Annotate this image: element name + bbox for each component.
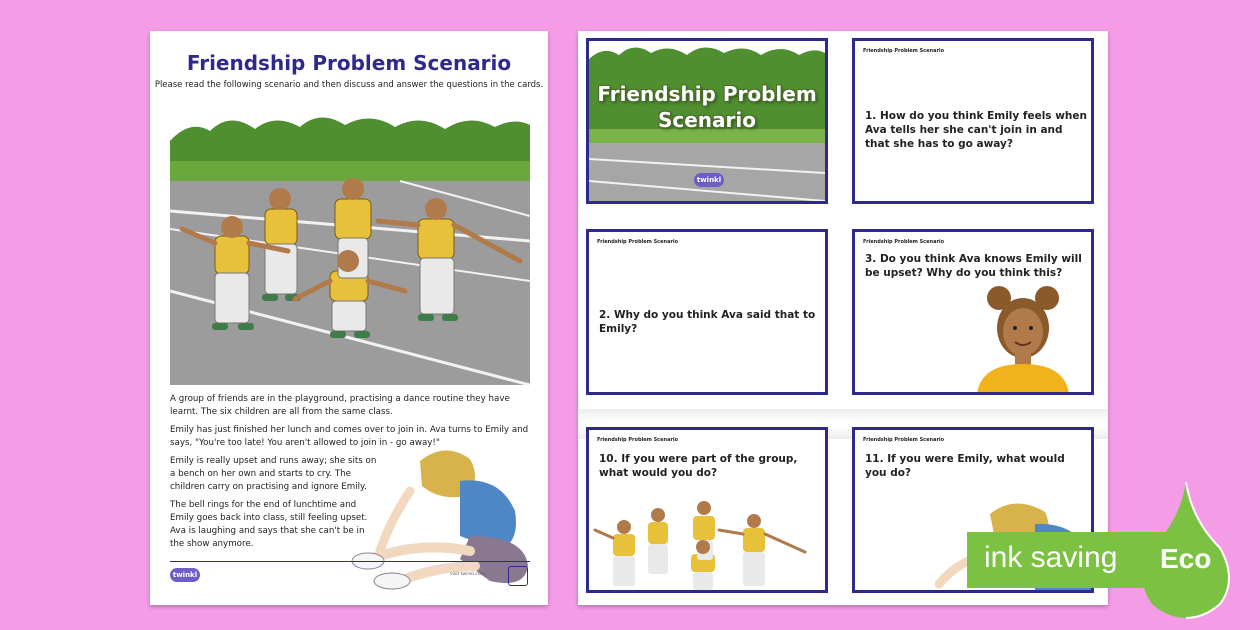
card-header: Friendship Problem Scenario [597, 437, 679, 443]
card-question: 10. If you were part of the group, what would you do? [599, 453, 798, 479]
worksheet-page [150, 31, 548, 605]
scenario-paragraph-1: A group of friends are in the playground, practising a dance routine they have learnt. The six children are all from the same class. [170, 394, 510, 417]
scenario-paragraph-3: Emily is really upset and runs away; she sits on a bench on her own and starts to cry. The children carry on practising and ignore Emily. [170, 456, 377, 492]
ava-portrait-illustration [971, 284, 1075, 394]
question-card-10 [586, 427, 828, 593]
cover-title-line-1: Friendship Problem [597, 82, 817, 106]
footer-url: visit twinkl.com [450, 572, 486, 577]
cover-twinkl-logo: twinkl [694, 173, 724, 187]
question-card-2 [586, 229, 828, 395]
card-header: Friendship Problem Scenario [863, 48, 945, 54]
question-card-3 [852, 229, 1094, 395]
footer-divider [170, 561, 530, 562]
dancing-children-illustration [593, 494, 821, 592]
card-header: Friendship Problem Scenario [863, 437, 945, 443]
playground-illustration [170, 101, 530, 385]
cover-title [589, 81, 825, 133]
worksheet-instructions: Please read the following scenario and then discuss and answer the questions in the cards. [154, 80, 544, 90]
card-question: 11. If you were Emily, what would you do? [865, 453, 1065, 479]
cover-card [586, 38, 828, 204]
card-header: Friendship Problem Scenario [863, 239, 945, 245]
question-card-1 [852, 38, 1094, 204]
worksheet-title: Friendship Problem Scenario [186, 51, 512, 75]
question-cards-page [578, 31, 1108, 605]
card-question: 2. Why do you think Ava said that to Emily? [599, 309, 816, 335]
quality-badge-icon [508, 566, 528, 586]
card-question: 3. Do you think Ava knows Emily will be upset? Why do you think this? [865, 253, 1082, 279]
ink-saving-text: ink saving [984, 541, 1118, 574]
card-header: Friendship Problem Scenario [597, 239, 679, 245]
cover-title-line-2: Scenario [657, 108, 757, 132]
scenario-paragraph-4: The bell rings for the end of lunchtime and Emily goes back into class, still feeling upset. Ava is laughing and says that she can't be in the show anymore. [170, 500, 368, 549]
card-question: 1. How do you think Emily feels when Ava tells her she can't join in and that she has to go away? [865, 110, 1087, 150]
crying-girl-illustration [350, 441, 530, 591]
eco-label: Eco [1160, 543, 1212, 574]
twinkl-logo: twinkl [170, 568, 200, 582]
scenario-paragraph-2: Emily has just finished her lunch and comes over to join in. Ava turns to Emily and says, "You're too late! You aren't allowed to join in - go away!" [170, 425, 529, 448]
